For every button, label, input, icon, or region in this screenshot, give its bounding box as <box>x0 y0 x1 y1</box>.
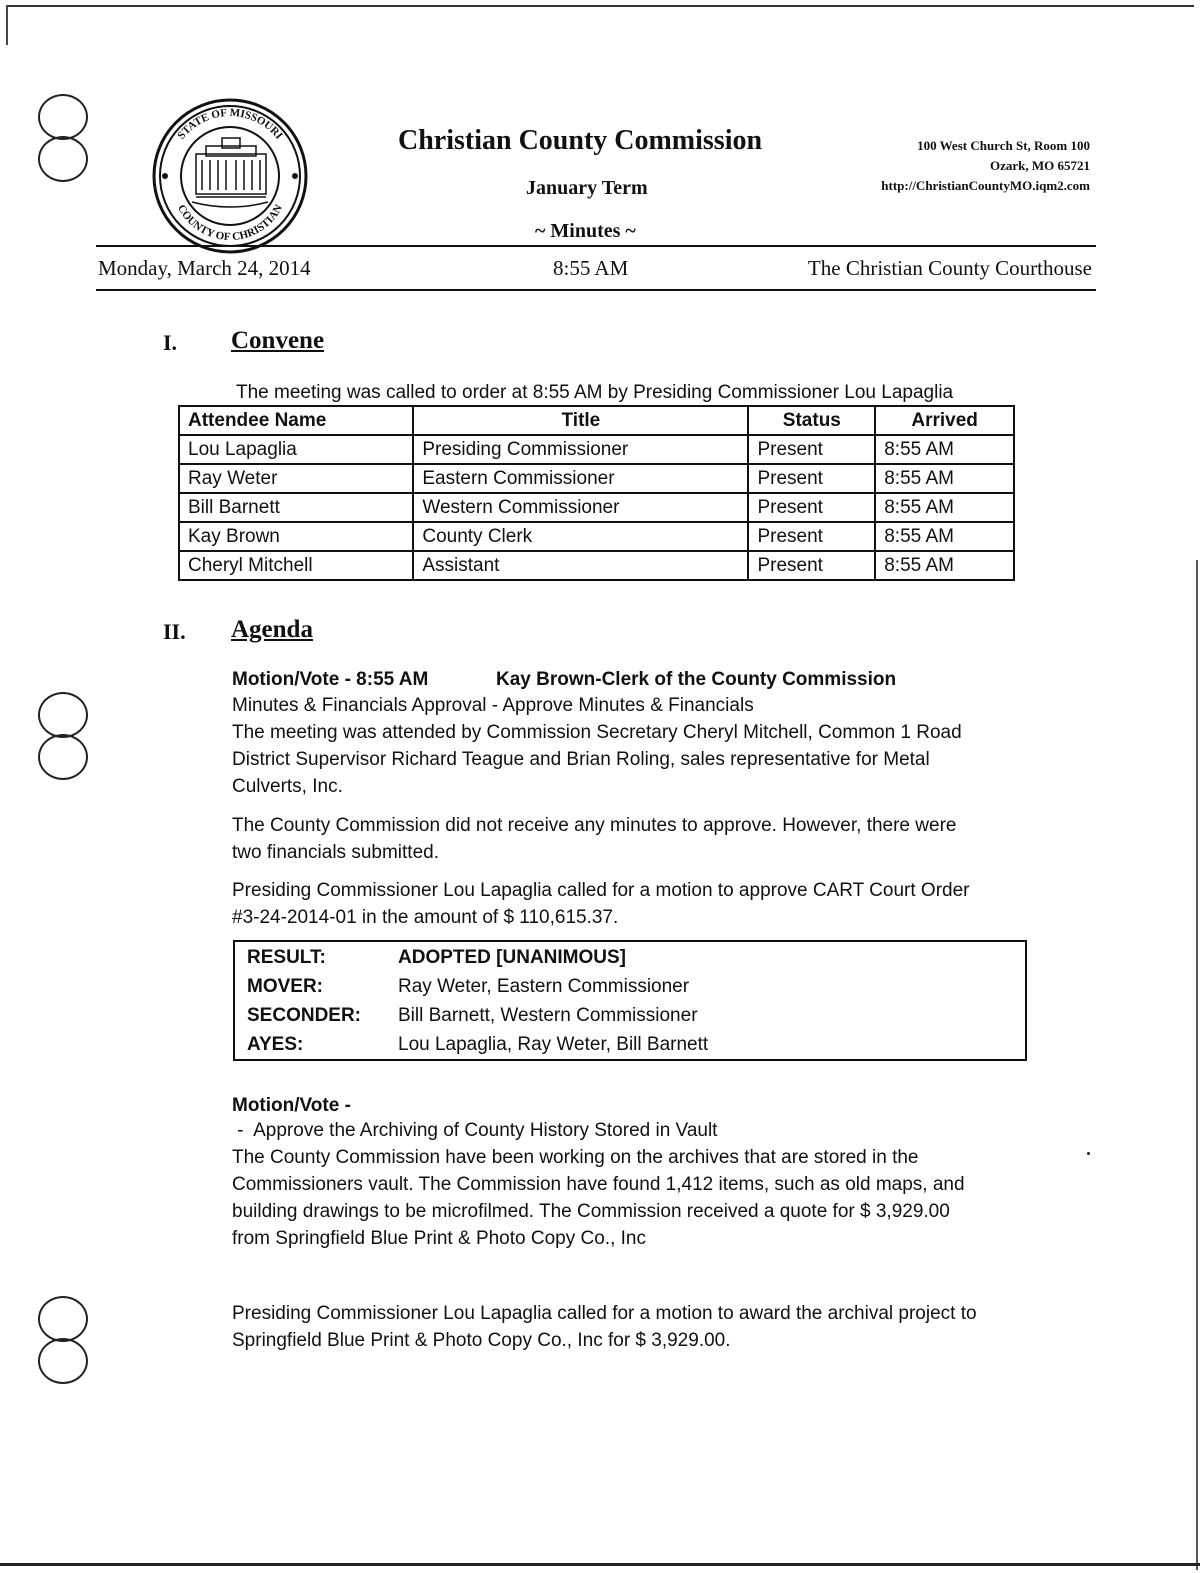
address-line-1: 100 West Church St, Room 100 <box>917 138 1090 153</box>
website-link[interactable]: http://ChristianCountyMO.iqm2.com <box>881 178 1090 193</box>
item1-para2-line1: The County Commission did not receive any minutes to approve. However, there were <box>232 815 957 836</box>
attendee-status: Present <box>748 522 875 551</box>
section-title-agenda: Agenda <box>231 616 313 643</box>
attendee-name: Lou Lapaglia <box>179 435 413 464</box>
binder-hole-bottom <box>38 1296 90 1380</box>
section-number-agenda: II. <box>163 619 186 644</box>
attendee-arrived: 8:55 AM <box>875 493 1014 522</box>
column-header-name: Attendee Name <box>179 406 413 435</box>
column-header-title: Title <box>413 406 748 435</box>
commission-title: Christian County Commission <box>398 125 763 156</box>
item2-subheading: - Approve the Archiving of County History Stored in Vault <box>232 1120 718 1141</box>
mover-value: Ray Weter, Eastern Commissioner <box>398 976 690 997</box>
attendee-table <box>178 405 1015 581</box>
scan-edge-top <box>6 5 1194 7</box>
item2-para1-line1: The County Commission have been working on the archives that are stored in the <box>232 1147 919 1168</box>
section-title-convene: Convene <box>231 327 325 354</box>
item2-heading: Motion/Vote - <box>232 1095 351 1116</box>
item2-para1-line2: Commissioners vault. The Commission have found 1,412 items, such as old maps, and <box>232 1174 965 1195</box>
ayes-value: Lou Lapaglia, Ray Weter, Bill Barnett <box>398 1034 709 1055</box>
scan-edge-left <box>6 5 8 45</box>
attendee-arrived: 8:55 AM <box>875 464 1014 493</box>
item1-subheading: Minutes & Financials Approval - Approve Minutes & Financials <box>232 695 754 716</box>
item1-para3-line2: #3-24-2014-01 in the amount of $ 110,615.37. <box>232 907 619 928</box>
attendee-arrived: 8:55 AM <box>875 435 1014 464</box>
header-rule-top <box>96 245 1096 247</box>
attendee-name: Kay Brown <box>179 522 413 551</box>
minutes-label: ~ Minutes ~ <box>535 220 636 242</box>
table-row <box>179 522 1014 551</box>
attendee-title: Presiding Commissioner <box>413 435 748 464</box>
address-line-2: Ozark, MO 65721 <box>989 158 1090 173</box>
scan-edge-bottom <box>0 1563 1200 1566</box>
county-seal-logo <box>152 98 308 254</box>
attendee-name: Cheryl Mitchell <box>179 551 413 580</box>
attendee-name: Ray Weter <box>179 464 413 493</box>
address-block <box>881 136 1090 196</box>
attendee-arrived: 8:55 AM <box>875 522 1014 551</box>
attendee-status: Present <box>748 493 875 522</box>
attendee-title: Western Commissioner <box>413 493 748 522</box>
attendee-status: Present <box>748 464 875 493</box>
item2-para1-line4: from Springfield Blue Print & Photo Copy Co., Inc <box>232 1228 646 1249</box>
mover-label: MOVER: <box>247 976 323 997</box>
scan-edge-right <box>1196 560 1198 1570</box>
seal-text-top: STATE OF MISSOURI <box>175 106 285 142</box>
item1-heading-left: Motion/Vote - 8:55 AM <box>232 669 429 690</box>
item2-para2-line1: Presiding Commissioner Lou Lapaglia called for a motion to award the archival project to <box>232 1303 977 1324</box>
ayes-label: AYES: <box>247 1034 304 1055</box>
column-header-status: Status <box>748 406 875 435</box>
item1-para1-line3: Culverts, Inc. <box>232 776 343 797</box>
attendee-title: Eastern Commissioner <box>413 464 748 493</box>
result-value: ADOPTED [UNANIMOUS] <box>398 947 626 968</box>
binder-hole-middle <box>38 692 90 776</box>
attendee-title: Assistant <box>413 551 748 580</box>
convene-intro: The meeting was called to order at 8:55 AM by Presiding Commissioner Lou Lapaglia <box>236 382 954 403</box>
attendee-status: Present <box>748 435 875 464</box>
item1-para3-line1: Presiding Commissioner Lou Lapaglia called for a motion to approve CART Court Order <box>232 880 970 901</box>
binder-hole-top <box>38 94 90 178</box>
attendee-table-header <box>179 406 1014 435</box>
meeting-date: Monday, March 24, 2014 <box>98 256 311 280</box>
table-row <box>179 435 1014 464</box>
seconder-value: Bill Barnett, Western Commissioner <box>398 1005 698 1026</box>
table-row <box>179 464 1014 493</box>
section-number-convene: I. <box>163 330 178 355</box>
term-label: January Term <box>526 177 648 199</box>
scan-speck <box>1087 1152 1090 1155</box>
attendee-arrived: 8:55 AM <box>875 551 1014 580</box>
table-row <box>179 493 1014 522</box>
seconder-label: SECONDER: <box>247 1005 362 1026</box>
attendee-name: Bill Barnett <box>179 493 413 522</box>
meeting-location: The Christian County Courthouse <box>807 256 1092 280</box>
svg-text:COUNTY OF CHRISTIAN <box>175 203 285 243</box>
item1-para1-line2: District Supervisor Richard Teague and Brian Roling, sales representative for Metal <box>232 749 930 770</box>
table-row <box>179 551 1014 580</box>
vote-result-box <box>233 940 1027 1061</box>
item2-para1-line3: building drawings to be microfilmed. The Commission received a quote for $ 3,929.00 <box>232 1201 950 1222</box>
item1-heading-right: Kay Brown-Clerk of the County Commission <box>496 669 897 690</box>
item1-para2-line2: two financials submitted. <box>232 842 439 863</box>
attendee-title: County Clerk <box>413 522 748 551</box>
column-header-arrived: Arrived <box>875 406 1014 435</box>
meeting-time: 8:55 AM <box>553 256 629 280</box>
seal-text-bottom: COUNTY OF CHRISTIAN <box>174 202 286 244</box>
item1-para1-line1: The meeting was attended by Commission Secretary Cheryl Mitchell, Common 1 Road <box>232 722 962 743</box>
attendee-status: Present <box>748 551 875 580</box>
result-label: RESULT: <box>247 947 326 968</box>
header-rule-bottom <box>96 289 1096 291</box>
item2-para2-line2: Springfield Blue Print & Photo Copy Co., Inc for $ 3,929.00. <box>232 1330 731 1351</box>
